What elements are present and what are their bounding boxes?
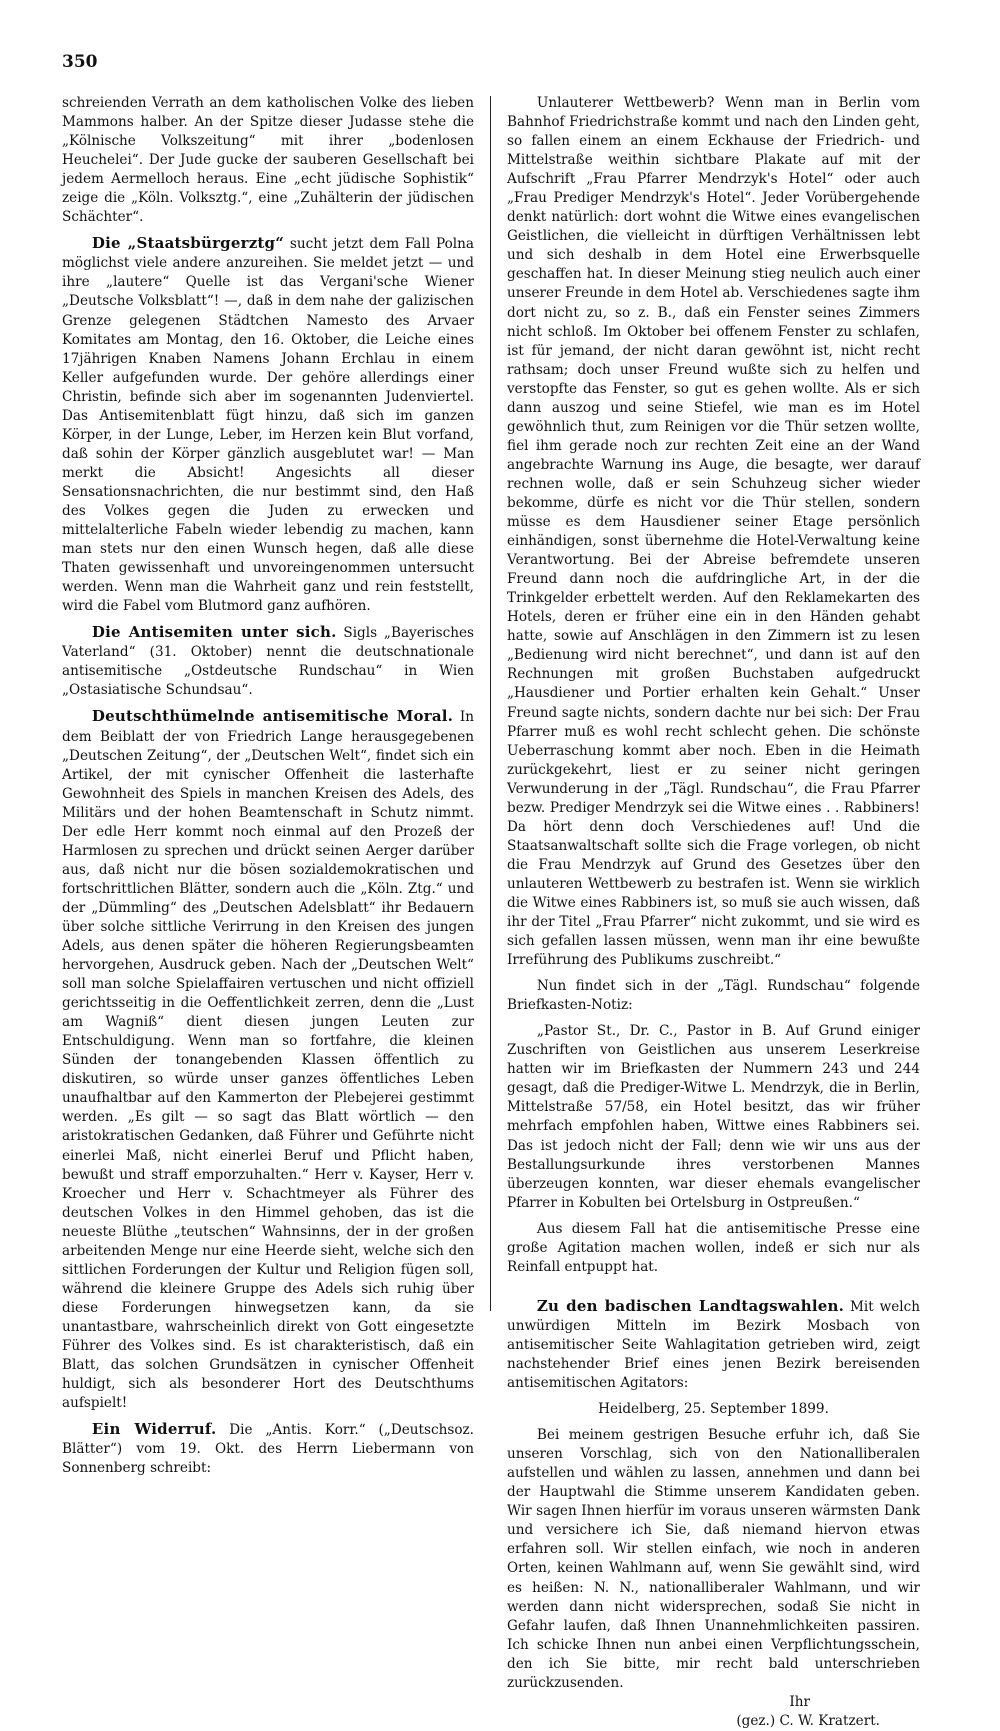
page-number: 350 xyxy=(62,52,98,72)
text-staatsbuergerztg: sucht jetzt dem Fall Polna möglichst viele andere anzureihen. Sie meldet jetzt — und ihre „lautere“ Quelle ist das Vergani'sche Wiener „Deutsche Volksblatt“! —, daß in dem nahe der galizischen Grenze gelegenen Städtchen Namesto des Arvaer Komitates am Montag, den 16. Oktober, die Leiche eines 17jährigen Knaben Namens Johann Erchlau in einem Keller aufgefunden wurde. Der gehöre allerdings einer Christin, befinde sich aber im sogenannten Judenviertel. Das Antisemitenblatt fügt hinzu, daß sich im ganzen Körper, in der Lunge, Leber, im Herzen kein Blut vorfand, daß sohin der Körper gänzlich ausgeblutet war! — Man merkt die Absicht! Angesichts all dieser Sensationsnachrichten, die nur bestimmt sind, den Haß des Volkes gegen die Juden zu erwecken und mittelalterliche Fabeln wieder lebendig zu machen, kann man stets nur den einen Wunsch hegen, daß alle diese Thaten gewissenhaft und unvoreingenommen untersucht werden. Wenn man die Wahrheit ganz und rein feststellt, wird die Fabel vom Blutmord ganz aufhören. xyxy=(62,236,475,615)
paragraph-reinfall: Aus diesem Fall hat die antisemitische Presse eine große Agitation machen wollen, indeß er sich nur als Reinfall entpuppt hat. xyxy=(507,1220,920,1275)
heading-antisemiten-unter-sich: Die Antisemiten unter sich. xyxy=(91,623,337,642)
letter-dateline: Heidelberg, 25. September 1899. xyxy=(598,1401,829,1418)
paragraph-widerruf xyxy=(62,1420,474,1478)
heading-landtagswahlen: Zu den badischen Landtagswahlen. xyxy=(536,1296,845,1315)
paragraph-verrath: schreienden Verrath an dem katholischen Volke des lieben Mammons halber. An der Spitze dieser Judasse stehe die „Kölnische Volkszeitung“ mit ihrer „bodenlosen Heuchelei“. Der Jude gucke der sauberen Gesellschaft bei jedem Aermelloch heraus. Eine „echt jüdische Sophistik“ zeige die „Köln. Volksztg.“, eine „Zuhälterin der jüdischen Schächter“. xyxy=(62,95,474,226)
paragraph-unlauterer-wettbewerb: Unlauterer Wettbewerb? Wenn man in Berlin vom Bahnhof Friedrichstraße kommt und nach den Linden geht, so fallen einem an einem Eckhause der Friedrich- und Mittelstraße weithin sichtbare Plakate auf mit der Aufschrift „Frau Pfarrer Mendrzyk's Hotel“ oder auch „Frau Prediger Mendrzyk's Hotel“. Jeder Vorübergehende denkt natürlich: dort wohnt die Witwe eines evangelischen Geistlichen, die vielleicht in dürftigen Verhältnissen lebt und sich deshalb in dem Hotel eine Erwerbsquelle geschaffen hat. In dieser Meinung stieg neulich auch einer unserer Freunde in dem Hotel ab. Verschiedenes sagte ihm dort nicht zu, so z. B., daß ein Fenster seines Zimmers nicht schloß. Im Oktober bei offenem Fenster zu schlafen, ist für jemand, der nicht daran gewöhnt ist, nicht recht rathsam; doch unser Freund wußte sich zu helfen und verstopfte das Fenster, so gut es gehen wollte. Als er sich dann auszog und seine Stiefel, wie man es im Hotel gewöhnlich thut, zum Reinigen vor die Thür setzen wollte, fiel ihm gerade noch zur rechten Zeit eine an der Wand angebrachte Warnung ins Auge, die besagte, wer darauf rechnen wolle, daß er sein Schuhzeug sicher wieder bekomme, dürfe es nicht vor die Thür stellen, sondern müsse es dem Hausdiener seiner Etage persönlich einhändigen, sonst übernehme die Hotel-Verwaltung keine Verantwortung. Bei der Abreise befremdete unseren Freund dann noch die aufdringliche Art, in der die Trinkgelder erbettelt werden. Auf den Reklamekarten des Hotels, deren er früher eine ein in den Händen gehabt hatte, sowie auf Anschlägen in den Zimmern ist zu lesen „Bedienung wird nicht berechnet“, und dann ist auf den Rechnungen mit großen Buchstaben aufgedruckt „Hausdiener und Portier erhalten kein Gehalt.“ Unser Freund sagte nichts, sondern dachte nur bei sich: Der Frau Pfarrer muß es wohl recht schlecht gehen. Die schönste Ueberraschung kommt aber noch. Eben in die Heimath zurückgekehrt, liest er zu seiner nicht geringen Verwunderung in der „Tägl. Rundschau“, die Frau Pfarrer bezw. Prediger Mendrzyk sei die Witwe eines . . Rabbiners! Da hört denn doch Verschiedenes auf! Und die Staatsanwaltschaft sollte sich die Frage vorlegen, ob nicht die Frau Mendrzyk auf Grund des Gesetzes über den unlauteren Wettbewerb zu bestrafen ist. Wenn sie wirklich die Witwe eines Rabbiners ist, so muß sie auch wissen, daß ihr der Titel „Frau Pfarrer“ nicht zukommt, und sie wird es sich gefallen lassen müssen, wenn man ihr eine bewußte Irreführung des Publikums zuschreibt.“ xyxy=(507,95,920,969)
letter-body: Bei meinem gestrigen Besuche erfuhr ich, daß Sie unseren Vorschlag, sich von den Nationalliberalen aufstellen und wählen zu lassen, annehmen und dann bei der Hauptwahl die Stimme unserem Kandidaten geben. Wir sagen Ihnen hierfür im voraus unseren wärmsten Dank und versichere ich Sie, daß niemand hiervon etwas erfahren soll. Wir stellen einfach, wie noch in anderen Orten, keinen Wahlmann auf, wenn Sie gewählt sind, wird es heißen: N. N., nationalliberaler Wahlmann, und wir werden dann nicht widersprechen, sodaß Sie nicht in Gefahr laufen, daß Ihnen Unannehmlichkeiten passiren. Ich schicke Ihnen nun anbei einen Verpflichtungsschein, den ich Sie bitte, mir recht bald unterschrieben zurückzusenden. xyxy=(507,1427,920,1691)
right-column xyxy=(507,94,920,1731)
paragraph-moral xyxy=(62,707,474,1413)
column-divider xyxy=(490,96,491,1311)
paragraph-briefkasten-notiz: „Pastor St., Dr. C., Pastor in B. Auf Grund einiger Zuschriften von Geistlichen aus unserem Leserkreise hatten wir im Briefkasten der Nummern 243 und 244 gesagt, daß die Prediger-Witwe L. Mendrzyk, die in Berlin, Mittelstraße 57/58, ein Hotel besitzt, das wir früher mehrfach empfohlen haben, Wittwe eines Rabbiners sei. Das ist jedoch nicht der Fall; denn wie wir uns aus der Bestallungsurkunde ihres verstorbenen Mannes überzeugen konnten, war dieser ehemals evangelischer Pfarrer in Kobulten bei Ortelsburg in Ostpreußen.“ xyxy=(507,1023,920,1211)
heading-moral: Deutschthümelnde antisemitische Moral. xyxy=(91,707,454,726)
text-moral: In dem Beiblatt der von Friedrich Lange herausgegebenen „Deutschen Zeitung“, der „Deutschen Welt“, findet sich ein Artikel, der mit cynischer Offenheit die lasterhafte Gewohnheit des Spiels in manchen Kreisen des Adels, des Militärs und der hohen Beamtenschaft in Schutz nimmt. Der edle Herr kommt noch einmal auf den Prozeß der Harmlosen zu sprechen und drückt seinen Aerger darüber aus, daß nicht nur die bösen sozialdemokratischen und fortschrittlichen Blätter, sondern auch die „Köln. Ztg.“ und der „Dümmling“ des „Deutschen Adelsblatt“ ihr Bedauern über solche sittliche Verirrung in den Kreisen des jungen Adels, aus denen später die höheren Regierungsbeamten hervorgehen, Ausdruck geben. Nach der „Deutschen Welt“ soll man solche Spielaffairen vertuschen und nicht offiziell gerichtsseitig in die Oeffentlichkeit zerren, denn die „Lust am Wagniß“ dient diesen jungen Leuten zur Entschuldigung. Wenn man so fortfahre, die kleinen Sünden der tonangebenden Klassen öffentlich zu diskutiren, so würde unser ganzes öffentliches Leben unaufhaltbar auf den Kammerton der Plebejerei gestimmt werden. „Es gilt — so sagt das Blatt wörtlich — den aristokratischen Gedanken, daß Führer und Geführte nicht einerlei Maß, nicht einerlei Beruf und Pflicht haben, bewußt und straff emporzuhalten.“ Herr v. Kayser, Herr v. Kroecher und Herr v. Schachtmeyer als Führer des deutschen Volkes in den Himmel gehoben, das ist die neueste Blüthe „teutschen“ Wahnsinns, der in der großen arbeitenden Menge nur eine Heerde sieht, welche sich den sittlichen Forderungen der Kultur und Religion fügen soll, während die kleinere Gruppe des Adels sich ruhig über diese Forderungen hinwegsetzen kann, da sie unantastbare, wahrscheinlich direkt von Gott eingesetzte Führer des Volkes sind. Es ist charakteristisch, daß ein Blatt, das solchen Grundsätzen in cynischer Offenheit huldigt, sich als besonderer Hort des Deutschthums aufspielt! xyxy=(62,709,474,1412)
heading-widerruf: Ein Widerruf. xyxy=(91,1420,217,1439)
paragraph-antisemiten-unter-sich xyxy=(62,623,474,700)
paragraph-staatsbuergerztg xyxy=(62,234,474,616)
text-antisemiten-unter-sich: Sigls „Bayerisches Vaterland“ (31. Oktober) nennt die deutschnationale antisemitische „Ostdeutsche Rundschau“ in Wien „Ostasiatische Schundsau“. xyxy=(62,625,474,699)
text-widerruf: Die „Antis. Korr.“ („Deutschsoz. Blätter“) vom 19. Okt. des Herrn Liebermann von Sonnenberg schreibt: xyxy=(62,1422,474,1477)
letter-closing: Ihr xyxy=(789,1693,810,1710)
paragraph-landtagswahlen xyxy=(507,1297,920,1393)
text-landtagswahlen: Mit welch unwürdigen Mitteln im Bezirk Mosbach von antisemitischer Seite Wahlagitation getrieben wird, zeigt nachstehender Brief eines jenen Bezirk bereisenden antisemitischen Agitators: xyxy=(507,1298,920,1392)
left-column xyxy=(62,94,474,1478)
paragraph-briefkasten-intro: Nun findet sich in der „Tägl. Rundschau“ folgende Briefkasten-Notiz: xyxy=(507,978,920,1014)
letter-signature: (gez.) C. W. Kratzert. xyxy=(736,1712,880,1729)
heading-staatsbuergerztg: Die „Staatsbürgerztg“ xyxy=(91,234,285,253)
